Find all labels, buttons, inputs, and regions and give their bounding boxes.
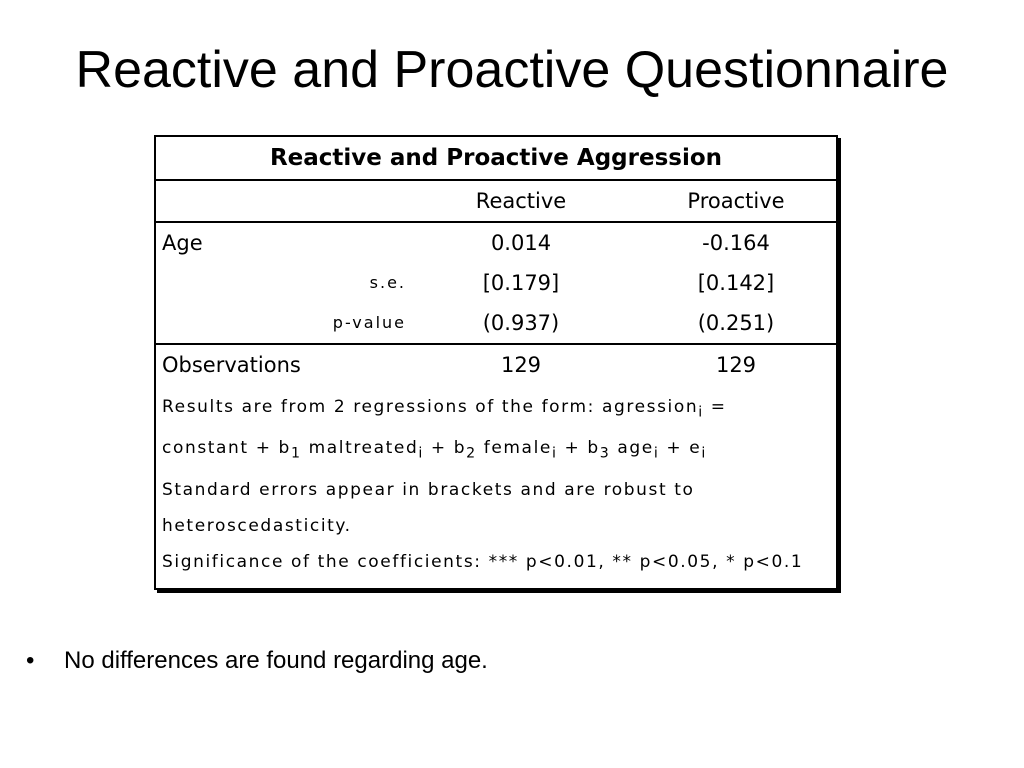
observations-reactive: 129	[500, 353, 542, 377]
pvalue-proactive: (0.251)	[697, 311, 775, 335]
bullet-text: No differences are found regarding age.	[64, 647, 488, 674]
table-header-row	[156, 179, 836, 221]
pvalue-label: p-value	[332, 313, 406, 332]
bullet-dot-icon: •	[26, 647, 35, 674]
table-caption: Reactive and Proactive Aggression	[269, 145, 723, 171]
slide-title: Reactive and Proactive Questionnaire	[75, 41, 949, 99]
bullet-point	[26, 644, 488, 678]
se-reactive: [0.179]	[482, 271, 560, 295]
se-label: s.e.	[369, 273, 406, 292]
se-proactive: [0.142]	[697, 271, 775, 295]
significance-note: Significance of the coefficients: *** p<0.01, ** p<0.05, * p<0.1	[162, 551, 804, 572]
observations-proactive: 129	[715, 353, 757, 377]
header-proactive: Proactive	[687, 189, 785, 213]
table-notes	[156, 385, 836, 588]
regression-table	[154, 135, 838, 590]
observations-label: Observations	[162, 353, 301, 377]
table-row-pvalue	[156, 303, 836, 343]
header-reactive: Reactive	[475, 189, 567, 213]
age-reactive: 0.014	[490, 231, 552, 255]
table-row-age	[156, 221, 836, 263]
pvalue-reactive: (0.937)	[482, 311, 560, 335]
table-row-observations	[156, 343, 836, 385]
formula-line-1: Results are from 2 regressions of the form: agression$_i$ =	[162, 397, 727, 421]
age-proactive: -0.164	[702, 231, 770, 255]
age-label: Age	[162, 231, 203, 255]
table-row-se	[156, 263, 836, 303]
formula-line-2: constant + $b_1$ maltreated$_i$ + $b_2$ female$_i$ + $b_3$ $age_i + e_i$	[162, 438, 707, 462]
standard-errors-note: Standard errors appear in brackets and are robust to heteroscedasticity.	[162, 479, 695, 536]
